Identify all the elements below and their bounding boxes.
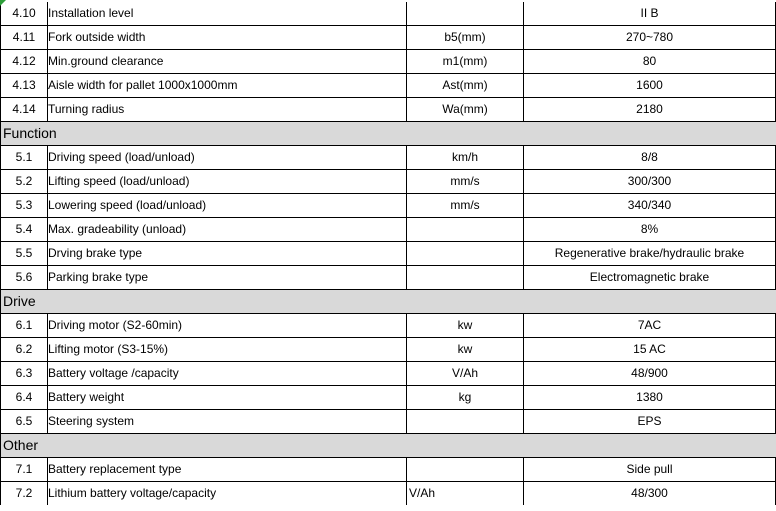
row-item: Steering system	[48, 410, 407, 434]
row-unit	[407, 242, 524, 266]
row-number: 4.10	[1, 2, 48, 26]
row-value: 48/300	[524, 482, 776, 506]
row-number: 5.2	[1, 170, 48, 194]
cell-selection-corner-mark	[0, 0, 6, 6]
section-header-other	[1, 434, 776, 458]
row-number: 4.13	[1, 74, 48, 98]
row-unit: V/Ah	[407, 362, 524, 386]
row-value: 48/900	[524, 362, 776, 386]
row-item: Drving brake type	[48, 242, 407, 266]
row-item: Lifting speed (load/unload)	[48, 170, 407, 194]
table-row	[1, 314, 776, 338]
table-row	[1, 50, 776, 74]
row-item: Aisle width for pallet 1000x1000mm	[48, 74, 407, 98]
row-unit: km/h	[407, 146, 524, 170]
table-row	[1, 26, 776, 50]
row-item: Battery voltage /capacity	[48, 362, 407, 386]
row-number: 6.5	[1, 410, 48, 434]
row-item: Battery replacement type	[48, 458, 407, 482]
row-unit	[407, 410, 524, 434]
row-number: 5.1	[1, 146, 48, 170]
row-unit: kw	[407, 338, 524, 362]
row-value: 8%	[524, 218, 776, 242]
row-number: 6.3	[1, 362, 48, 386]
section-header-function	[1, 122, 776, 146]
row-number: 4.14	[1, 98, 48, 122]
row-unit: kg	[407, 386, 524, 410]
row-value: 340/340	[524, 194, 776, 218]
row-item: Driving speed (load/unload)	[48, 146, 407, 170]
row-value: Side pull	[524, 458, 776, 482]
row-unit: V/Ah	[407, 482, 524, 506]
row-value: Regenerative brake/hydraulic brake	[524, 242, 776, 266]
row-item: Min.ground clearance	[48, 50, 407, 74]
table-row	[1, 74, 776, 98]
row-value: 270~780	[524, 26, 776, 50]
row-number: 4.12	[1, 50, 48, 74]
row-value: 7AC	[524, 314, 776, 338]
table-row	[1, 386, 776, 410]
row-value: 2180	[524, 98, 776, 122]
row-unit: mm/s	[407, 194, 524, 218]
row-number: 4.11	[1, 26, 48, 50]
row-value: 300/300	[524, 170, 776, 194]
section-header-drive	[1, 290, 776, 314]
table-row	[1, 146, 776, 170]
section-title: Other	[1, 434, 776, 458]
section-title: Function	[1, 122, 776, 146]
row-value: Electromagnetic brake	[524, 266, 776, 290]
row-unit: mm/s	[407, 170, 524, 194]
row-unit: Ast(mm)	[407, 74, 524, 98]
row-number: 5.3	[1, 194, 48, 218]
row-unit: b5(mm)	[407, 26, 524, 50]
table-row	[1, 98, 776, 122]
row-item: Lifting motor (S3-15%)	[48, 338, 407, 362]
spec-table	[0, 2, 776, 505]
table-row	[1, 242, 776, 266]
row-number: 7.2	[1, 482, 48, 506]
row-unit	[407, 218, 524, 242]
row-unit: m1(mm)	[407, 50, 524, 74]
row-item: Turning radius	[48, 98, 407, 122]
table-row	[1, 170, 776, 194]
row-unit	[407, 2, 524, 26]
table-row	[1, 362, 776, 386]
row-item: Battery weight	[48, 386, 407, 410]
row-value: 80	[524, 50, 776, 74]
table-row	[1, 458, 776, 482]
row-item: Parking brake type	[48, 266, 407, 290]
row-value: II B	[524, 2, 776, 26]
row-number: 6.4	[1, 386, 48, 410]
row-number: 7.1	[1, 458, 48, 482]
table-row	[1, 218, 776, 242]
table-row	[1, 410, 776, 434]
row-number: 5.4	[1, 218, 48, 242]
section-title: Drive	[1, 290, 776, 314]
row-number: 6.1	[1, 314, 48, 338]
row-value: EPS	[524, 410, 776, 434]
row-item: Lowering speed (load/unload)	[48, 194, 407, 218]
row-item: Installation level	[48, 2, 407, 26]
row-number: 6.2	[1, 338, 48, 362]
row-unit	[407, 458, 524, 482]
row-item: Driving motor (S2-60min)	[48, 314, 407, 338]
row-value: 15 AC	[524, 338, 776, 362]
table-row	[1, 2, 776, 26]
row-unit	[407, 266, 524, 290]
row-item: Fork outside width	[48, 26, 407, 50]
table-row	[1, 266, 776, 290]
table-row	[1, 338, 776, 362]
row-unit: kw	[407, 314, 524, 338]
row-value: 8/8	[524, 146, 776, 170]
row-item: Lithium battery voltage/capacity	[48, 482, 407, 506]
row-unit: Wa(mm)	[407, 98, 524, 122]
row-number: 5.6	[1, 266, 48, 290]
row-number: 5.5	[1, 242, 48, 266]
table-row	[1, 482, 776, 506]
row-value: 1380	[524, 386, 776, 410]
row-value: 1600	[524, 74, 776, 98]
table-row	[1, 194, 776, 218]
row-item: Max. gradeability (unload)	[48, 218, 407, 242]
